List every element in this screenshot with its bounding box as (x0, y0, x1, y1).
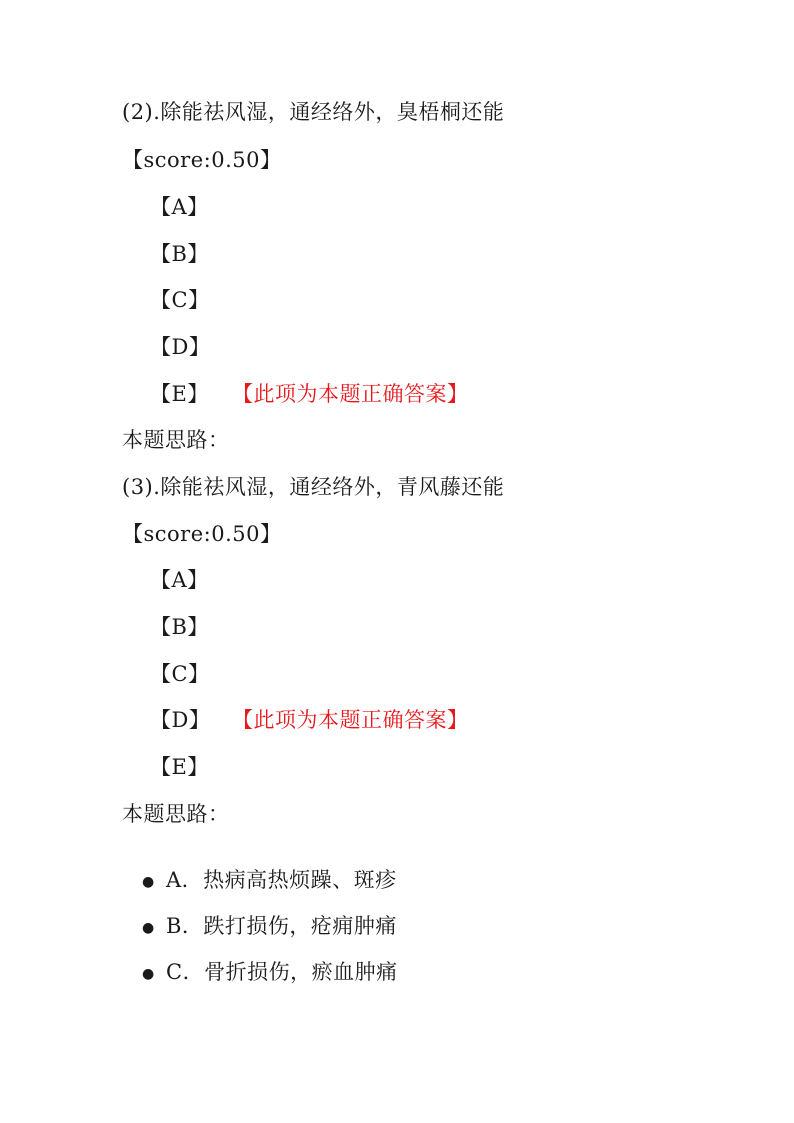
question-3-analysis-label: 本题思路： (122, 802, 230, 826)
bullet-icon: ● (142, 919, 155, 936)
question-2-score: 【score:0.50】 (122, 148, 282, 172)
question-3-option-d-label: 【D】 (150, 708, 211, 732)
question-2-option-e (150, 380, 469, 408)
choice-text: B．跌打损伤，疮痈肿痛 (166, 914, 397, 938)
choice-text: A．热病高热烦躁、斑疹 (166, 868, 397, 892)
question-2-analysis-label: 本题思路： (122, 428, 230, 452)
question-2-option-b: 【B】 (150, 242, 209, 266)
question-2-option-d: 【D】 (150, 335, 211, 359)
question-3-option-b: 【B】 (150, 615, 209, 639)
question-3-option-e: 【E】 (150, 755, 209, 779)
choice-item (142, 912, 397, 942)
choice-item (142, 958, 398, 988)
question-3-score: 【score:0.50】 (122, 522, 282, 546)
question-3-option-d (150, 706, 469, 734)
bullet-icon: ● (142, 873, 155, 890)
bullet-icon: ● (142, 965, 155, 982)
question-3-option-a: 【A】 (150, 568, 209, 592)
question-2-stem: (2).除能祛风湿，通经络外，臭梧桐还能 (122, 100, 505, 124)
correct-answer-note: 【此项为本题正确答案】 (232, 382, 469, 406)
question-2-option-e-label: 【E】 (150, 382, 209, 406)
choice-text: C．骨折损伤，瘀血肿痛 (166, 960, 398, 984)
question-2-option-a: 【A】 (150, 195, 209, 219)
choice-item (142, 866, 397, 896)
correct-answer-note: 【此项为本题正确答案】 (232, 708, 469, 732)
question-3-stem: (3).除能祛风湿，通经络外，青风藤还能 (122, 475, 505, 499)
question-2-option-c: 【C】 (150, 288, 210, 312)
question-3-option-c: 【C】 (150, 662, 210, 686)
